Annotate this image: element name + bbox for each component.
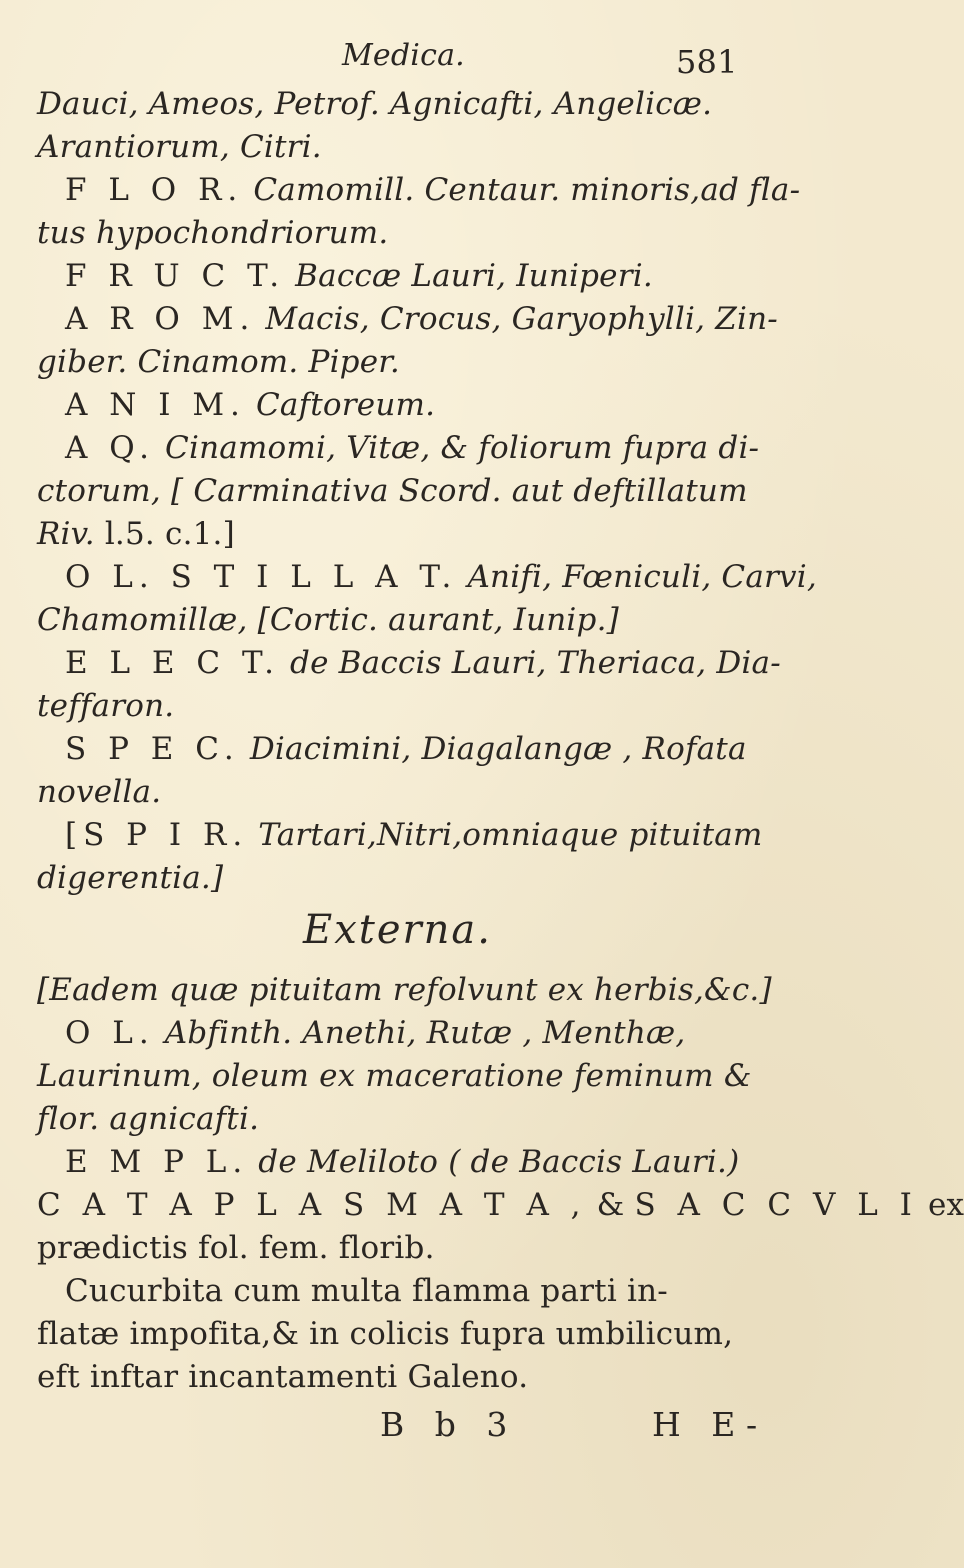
heading-ol: O L. xyxy=(65,1015,155,1051)
text-line-2: Arantiorum, Citri. xyxy=(37,129,322,165)
entry-aq: Cinamomi, Vitæ, & foliorum fupra di- xyxy=(165,430,760,466)
word-ex: ex xyxy=(927,1187,964,1223)
entry-arom: Macis, Crocus, Garyophylli, Zin- xyxy=(265,301,778,337)
text-line-14 xyxy=(65,643,781,683)
catchword: H E- xyxy=(652,1405,768,1444)
externa-line-3: Laurinum, oleum ex maceratione feminum & xyxy=(37,1058,752,1094)
text-line-9 xyxy=(65,428,759,468)
externa-line-2 xyxy=(65,1013,685,1053)
text-line-1: Dauci, Ameos, Petrof. Agnicafti, Angelicæ. xyxy=(37,86,713,122)
section-title-externa: Externa. xyxy=(303,907,492,953)
text-line-3 xyxy=(65,170,800,210)
heading-aq: A Q. xyxy=(65,430,155,466)
text-line-10: ctorum, [ Carminativa Scord. aut deftillatum xyxy=(37,473,748,509)
text-line-16 xyxy=(65,729,747,769)
riv-citation: l.5. c.1.] xyxy=(104,516,235,552)
text-line-5 xyxy=(65,256,653,296)
page-number: 581 xyxy=(676,43,738,81)
heading-empl: E M P L. xyxy=(65,1144,249,1180)
text-line-17: novella. xyxy=(37,774,162,810)
text-line-12 xyxy=(65,557,817,597)
entry-ol-stillat: Anifi, Fœniculi, Carvi, xyxy=(467,559,817,595)
text-line-19: digerentia.] xyxy=(37,860,224,896)
entry-flor: Camomill. Centaur. minoris,ad fla- xyxy=(253,172,801,208)
heading-anim: A N I M. xyxy=(65,387,246,423)
externa-line-9: flatæ impofita,& in colicis fupra umbilicum, xyxy=(37,1316,734,1352)
heading-ol-stillat: O L. S T I L L A T. xyxy=(65,559,458,595)
entry-empl: de Meliloto ( de Baccis Lauri.) xyxy=(258,1144,740,1180)
externa-line-10: eft inftar incantamenti Galeno. xyxy=(37,1359,529,1395)
entry-fruct: Baccæ Lauri, Iuniperi. xyxy=(295,258,653,294)
heading-elect: E L E C T. xyxy=(65,645,280,681)
ampersand: & xyxy=(596,1187,625,1223)
text-line-11 xyxy=(37,514,235,554)
text-line-8 xyxy=(65,385,435,425)
externa-line-5 xyxy=(65,1142,739,1182)
text-line-15: teffaron. xyxy=(37,688,175,724)
heading-fruct: F R U C T. xyxy=(65,258,286,294)
externa-line-8: Cucurbita cum multa flamma parti in- xyxy=(65,1273,668,1309)
heading-sacculi: S A C C V L I xyxy=(634,1187,918,1223)
signature-mark: B b 3 xyxy=(380,1405,518,1444)
text-line-7: giber. Cinamom. Piper. xyxy=(37,344,400,380)
entry-ol: Abfinth. Anethi, Rutæ , Menthæ, xyxy=(164,1015,686,1051)
heading-arom: A R O M. xyxy=(65,301,256,337)
text-line-18 xyxy=(65,815,763,855)
entry-spir: Tartari,Nitri,omniaque pituitam xyxy=(258,817,763,853)
entry-elect: de Baccis Lauri, Theriaca, Dia- xyxy=(290,645,781,681)
entry-spec: Diacimini, Diagalangæ , Rofata xyxy=(249,731,747,767)
entry-anim: Caftoreum. xyxy=(255,387,436,423)
heading-spec: S P E C. xyxy=(65,731,240,767)
heading-flor: F L O R. xyxy=(65,172,244,208)
heading-cataplasmata: C A T A P L A S M A T A , xyxy=(37,1187,587,1223)
externa-line-1: [Eadem quæ pituitam refolvunt ex herbis,&c.] xyxy=(37,972,772,1008)
text-line-4: tus hypochondriorum. xyxy=(37,215,389,251)
externa-line-7: prædictis fol. fem. florib. xyxy=(37,1230,435,1266)
running-title: Medica. xyxy=(342,38,465,73)
externa-line-6 xyxy=(37,1185,964,1225)
externa-line-4: flor. agnicafti. xyxy=(37,1101,260,1137)
text-line-13: Chamomillæ, [Cortic. aurant, Iunip.] xyxy=(37,602,619,638)
text-line-6 xyxy=(65,299,778,339)
riv-reference: Riv. xyxy=(37,516,95,552)
heading-spir: [S P I R. xyxy=(65,817,249,853)
